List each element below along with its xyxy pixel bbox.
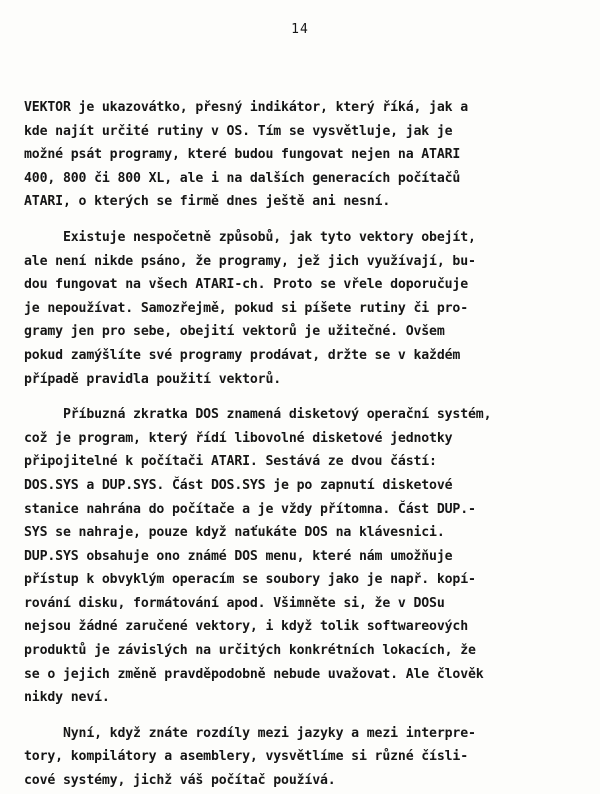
text-line: stanice nahrána do počítače a je vždy přítomna. Část DUP.- (24, 501, 476, 517)
text-line: ale není nikde psáno, že programy, jež jich využívají, bu- (24, 253, 476, 269)
text-line: produktů je závislých na určitých konkrétních lokacích, že (24, 643, 476, 659)
text-line: je nepoužívat. Samozřejmě, pokud si píšete rutiny či pro- (24, 300, 469, 316)
text-line: dou fungovat na všech ATARI-ch. Proto se vřele doporučuje (24, 277, 469, 293)
text-line: gramy jen pro sebe, obejití vektorů je užitečné. Ovšem (24, 324, 445, 340)
text-line: což je program, který řídí libovolné disketové jednotky (24, 430, 453, 446)
text-line: rování disku, formátování apod. Všimněte si, že v DOSu (24, 595, 445, 611)
text-line: možné psát programy, které budou fungovat nejen na ATARI (24, 147, 461, 163)
text-line: přístup k obvyklým operacím se soubory jako je např. kopí- (24, 572, 476, 588)
text-line: VEKTOR je ukazovátko, přesný indikátor, který říká, jak a (24, 100, 469, 115)
text-line: ATARI, o kterých se firmě dnes ještě ani nesní. (24, 194, 391, 210)
text-line: Nyní, když znáte rozdíly mezi jazyky a mezi interpre- (24, 725, 476, 741)
text-line: připojitelné k počítači ATARI. Sestává ze dvou částí: (24, 454, 437, 470)
text-line: nikdy neví. (24, 690, 110, 706)
text-line: pokud zamýšlíte své programy prodávat, držte se v každém (24, 347, 461, 363)
paragraph-number-systems (24, 722, 584, 793)
text-line: nejsou žádné zaručené vektory, i když tolik softwareových (24, 619, 469, 635)
text-line: cové systémy, jichž váš počítač používá. (24, 773, 336, 789)
text-line: případě pravidla použití vektorů. (24, 371, 282, 387)
text-line: SYS se nahraje, pouze když naťukáte DOS na klávesnici. (24, 525, 445, 541)
text-line: se o jejich změně pravděpodobně nebude uvažovat. Ale člověk (24, 666, 484, 682)
document-body (24, 96, 584, 805)
text-line: DUP.SYS obsahuje ono známé DOS menu, které nám umožňuje (24, 548, 453, 564)
paragraph-vectors-bypass (24, 226, 584, 391)
page-number: 14 (291, 22, 309, 37)
paragraph-vektor (24, 96, 584, 214)
text-line: DOS.SYS a DUP.SYS. Část DOS.SYS je po zapnutí disketové (24, 477, 453, 493)
text-line: 400, 800 či 800 XL, ale i na dalších generacích počítačů (24, 170, 461, 186)
text-line: Příbuzná zkratka DOS znamená disketový operační systém, (24, 407, 492, 423)
text-line: Existuje nespočetně způsobů, jak tyto vektory obejít, (24, 229, 476, 245)
paragraph-dos (24, 403, 584, 710)
text-line: kde najít určité rutiny v OS. Tím se vysvětluje, jak je (24, 123, 453, 139)
text-line: tory, kompilátory a asemblery, vysvětlíme si různé čísli- (24, 749, 469, 765)
